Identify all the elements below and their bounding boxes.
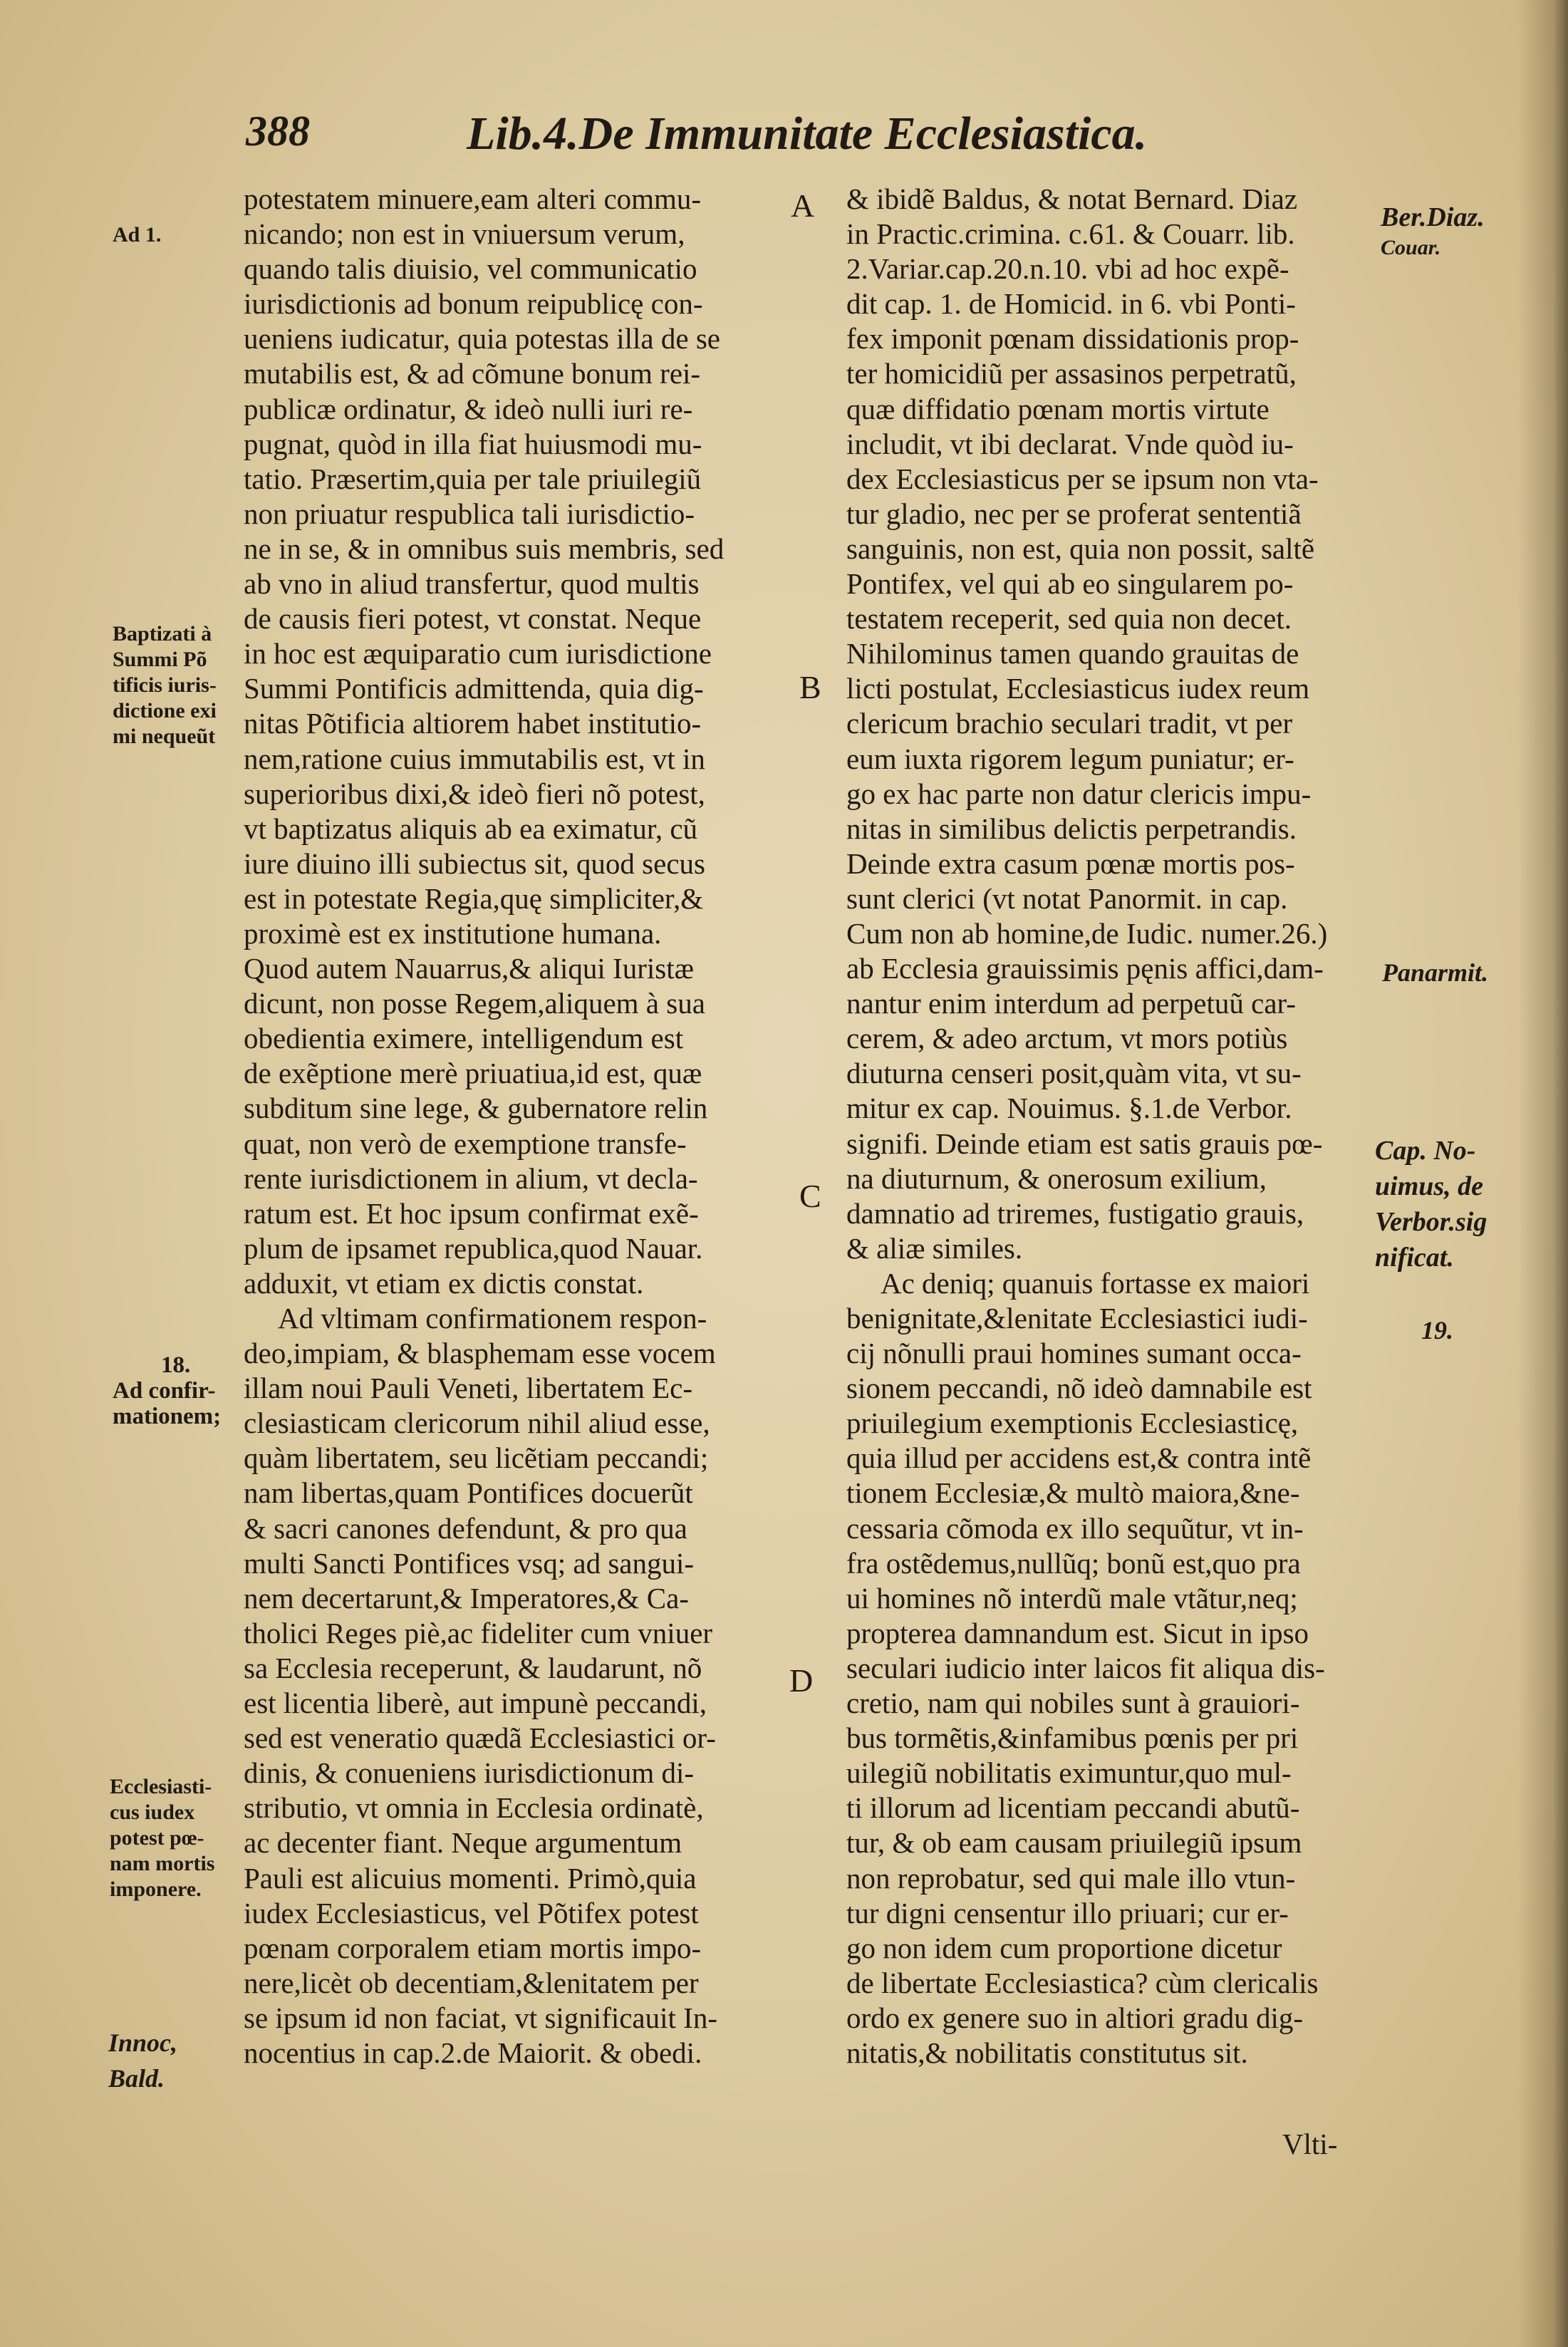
text-line: illam noui Pauli Veneti, libertatem Ec- bbox=[244, 1372, 693, 1405]
text-line: Quod autem Nauarrus,& aliqui Iuristæ bbox=[244, 952, 694, 985]
text-line: nitatis,& nobilitatis constitutus sit. bbox=[846, 2036, 1248, 2069]
text-line: & aliæ similes. bbox=[846, 1231, 1023, 1265]
text-line: pugnat, quòd in illa fiat huiusmodi mu- bbox=[244, 427, 702, 460]
right-text-column bbox=[846, 182, 1395, 2071]
text-line: clesiasticam clericorum nihil aliud esse, bbox=[244, 1406, 710, 1440]
left-text-column bbox=[244, 182, 779, 2071]
text-line: ter homicidiũ per assasinos perpetratũ, bbox=[846, 357, 1297, 390]
margin-note-innoc-bald: Innoc, Bald. bbox=[108, 2029, 178, 2093]
text-line: Summi Pontificis admittenda, quia dig- bbox=[244, 672, 704, 705]
text-line: & ibidẽ Baldus, & notat Bernard. Diaz bbox=[846, 182, 1298, 215]
text-line: pœnam corporalem etiam mortis impo- bbox=[244, 1931, 702, 1964]
text-line: signifi. Deinde etiam est satis grauis pœ- bbox=[846, 1126, 1323, 1160]
text-line: de causis fieri potest, vt constat. Neque bbox=[244, 602, 702, 636]
text-line: Cum non ab homine,de Iudic. numer.26.) bbox=[846, 916, 1328, 950]
text-line: nicando; non est in vniuersum verum, bbox=[244, 217, 685, 251]
text-line: nere,licèt ob decentiam,&lenitatem per bbox=[244, 1966, 699, 1999]
margin-note-ber-diaz: Ber.Diaz. Couar. bbox=[1381, 202, 1485, 259]
text-line: & sacri canones defendunt, & pro qua bbox=[244, 1511, 687, 1545]
running-title: Lib.4.De Immunitate Ecclesiastica. bbox=[467, 108, 1148, 160]
text-line: Ad vltimam confirmationem respon- bbox=[278, 1302, 707, 1335]
text-line: clericum brachio seculari tradit, vt per bbox=[846, 707, 1293, 740]
text-line: testatem receperit, sed quia non decet. bbox=[846, 602, 1292, 636]
section-letter-b: B bbox=[799, 669, 821, 705]
text-line: tur gladio, nec per se proferat sententiã bbox=[846, 497, 1302, 530]
text-line: seculari iudicio inter laicos fit aliqua dis- bbox=[846, 1651, 1325, 1684]
text-line: mutabilis est, & ad cõmune bonum rei- bbox=[244, 357, 701, 390]
text-line: propterea damnandum est. Sicut in ipso bbox=[846, 1616, 1309, 1649]
margin-note-cap-nouimus: Cap. No- uimus, de Verbor.sig nificat. bbox=[1375, 1136, 1487, 1273]
text-line: cretio, nam qui nobiles sunt à grauiori- bbox=[846, 1687, 1300, 1720]
text-line: est licentia liberè, aut impunè peccandi, bbox=[244, 1687, 707, 1720]
text-line: eum iuxta rigorem legum puniatur; er- bbox=[846, 742, 1294, 775]
text-line: ui homines nõ interdũ male vtãtur,neq; bbox=[846, 1581, 1298, 1615]
text-line: benignitate,&lenitate Ecclesiastici iudi- bbox=[846, 1302, 1308, 1335]
page-number: 388 bbox=[246, 108, 310, 155]
section-letter-c: C bbox=[799, 1178, 821, 1214]
text-line: fex imponit pœnam dissidationis prop- bbox=[846, 322, 1299, 356]
text-line: Ac deniq; quanuis fortasse ex maiori bbox=[881, 1266, 1310, 1300]
text-line: cij nõnulli praui homines sumant occa- bbox=[846, 1337, 1302, 1370]
text-line: cerem, & adeo arctum, vt mors potiùs bbox=[846, 1022, 1288, 1055]
text-line: sionem peccandi, nõ ideò damnabile est bbox=[846, 1372, 1312, 1405]
text-line: Nihilominus tamen quando grauitas de bbox=[846, 637, 1299, 670]
text-line: bus tormẽtis,&infamibus pœnis per pri bbox=[846, 1721, 1299, 1755]
text-line: ne in se, & in omnibus suis membris, sed bbox=[244, 532, 725, 565]
text-line: potestatem minuere,eam alteri commu- bbox=[244, 182, 702, 215]
text-line: uilegiũ nobilitatis eximuntur,quo mul- bbox=[846, 1756, 1292, 1790]
text-line: publicæ ordinatur, & ideò nulli iuri re- bbox=[244, 392, 693, 425]
text-line: nam libertas,quam Pontifices docuerũt bbox=[244, 1476, 693, 1510]
text-line: dex Ecclesiasticus per se ipsum non vta- bbox=[846, 462, 1319, 495]
text-line: Pontifex, vel qui ab eo singularem po- bbox=[846, 567, 1294, 601]
text-line: 2.Variar.cap.20.n.10. vbi ad hoc expẽ- bbox=[846, 252, 1289, 286]
text-line: iudex Ecclesiasticus, vel Põtifex potest bbox=[244, 1896, 699, 1929]
text-line: nitas Põtificia altiorem habet institutio- bbox=[244, 707, 702, 740]
text-line: multi Sancti Pontifices vsq; ad sangui- bbox=[244, 1546, 695, 1580]
text-line: diuturna censeri posit,quàm vita, vt su- bbox=[846, 1057, 1302, 1090]
text-line: ratum est. Et hoc ipsum confirmat exẽ- bbox=[244, 1196, 699, 1230]
text-line: go ex hac parte non datur clericis impu- bbox=[846, 777, 1312, 810]
text-line: quæ diffidatio pœnam mortis virtute bbox=[846, 392, 1270, 425]
text-line: nem,ratione cuius immutabilis est, vt in bbox=[244, 742, 705, 775]
text-line: nantur enim interdum ad perpetuũ car- bbox=[846, 987, 1297, 1020]
text-line: Deinde extra casum pœnæ mortis pos- bbox=[846, 846, 1295, 880]
text-line: tionem Ecclesiæ,& multò maiora,&ne- bbox=[846, 1476, 1300, 1510]
text-line: priuilegium exemptionis Ecclesiasticę, bbox=[846, 1406, 1299, 1440]
text-line: ueniens iudicatur, quia potestas illa de se bbox=[244, 322, 720, 356]
text-line: in hoc est æquiparatio cum iurisdictione bbox=[244, 637, 712, 670]
section-letter-d: D bbox=[789, 1662, 814, 1699]
text-line: de exẽptione merè priuatiua,id est, quæ bbox=[244, 1057, 702, 1090]
text-line: rente iurisdictionem in alium, vt decla- bbox=[244, 1161, 698, 1195]
text-line: cessaria cõmoda ex illo sequũtur, vt in- bbox=[846, 1511, 1304, 1545]
text-line: fra ostẽdemus,nullũq; bonũ est,quo pra bbox=[846, 1546, 1301, 1580]
text-line: damnatio ad triremes, fustigatio grauis, bbox=[846, 1196, 1304, 1230]
text-line: includit, vt ibi declarat. Vnde quòd iu- bbox=[846, 427, 1294, 460]
text-line: dit cap. 1. de Homicid. in 6. vbi Ponti- bbox=[846, 287, 1296, 321]
text-line: proximè est ex institutione humana. bbox=[244, 916, 662, 950]
margin-note-panarmit: Panarmit. bbox=[1382, 958, 1489, 987]
text-line: quia illud per accidens est,& contra intẽ bbox=[846, 1441, 1312, 1475]
text-line: licti postulat, Ecclesiasticus iudex reum bbox=[846, 672, 1310, 705]
text-line: go non idem cum proportione dicetur bbox=[846, 1931, 1282, 1964]
text-line: na diuturnum, & onerosum exilium, bbox=[846, 1161, 1267, 1195]
text-line: quàm libertatem, seu licẽtiam peccandi; bbox=[244, 1441, 709, 1475]
text-line: nocentius in cap.2.de Maiorit. & obedi. bbox=[244, 2036, 702, 2069]
text-line: in Practic.crimina. c.61. & Couarr. lib. bbox=[846, 217, 1295, 251]
text-line: tatio. Præsertim,quia per tale priuilegiũ bbox=[244, 462, 702, 495]
text-line: de libertate Ecclesiastica? cùm clericalis bbox=[846, 1966, 1319, 1999]
text-line: non priuatur respublica tali iurisdictio- bbox=[244, 497, 695, 530]
text-line: superioribus dixi,& ideò fieri nõ potest, bbox=[244, 777, 705, 810]
margin-note-baptizati: Baptizati à Summi Põ tificis iuris- dictione exi mi nequeũt bbox=[113, 622, 217, 748]
text-line: tholici Reges piè,ac fideliter cum vniuer bbox=[244, 1616, 713, 1649]
text-line: ti illorum ad licentiam peccandi abutũ- bbox=[846, 1791, 1300, 1825]
text-line: Pauli est alicuius momenti. Primò,quia bbox=[244, 1861, 697, 1895]
text-line: tur, & ob eam causam priuilegiũ ipsum bbox=[846, 1826, 1302, 1860]
text-line: mitur ex cap. Nouimus. §.1.de Verbor. bbox=[846, 1092, 1292, 1125]
text-line: non reprobatur, sed qui male illo vtun- bbox=[846, 1861, 1296, 1895]
margin-note-ad-confirmationem: 18. Ad confir- mationem; bbox=[113, 1352, 222, 1429]
text-line: stributio, vt omnia in Ecclesia ordinatè, bbox=[244, 1791, 704, 1825]
text-line: ac decenter fiant. Neque argumentum bbox=[244, 1826, 682, 1860]
text-line: adduxit, vt etiam ex dictis constat. bbox=[244, 1266, 644, 1300]
text-line: deo,impiam, & blasphemam esse vocem bbox=[244, 1337, 716, 1370]
text-line: quat, non verò de exemptione transfe- bbox=[244, 1126, 687, 1160]
text-line: ordo ex genere suo in altiori gradu dig- bbox=[846, 2001, 1304, 2034]
text-line: tur digni censentur illo priuari; cur er- bbox=[846, 1896, 1289, 1929]
margin-note-19: 19. bbox=[1421, 1316, 1453, 1345]
text-line: subditum sine lege, & gubernatore relin bbox=[244, 1092, 708, 1125]
text-line: sa Ecclesia receperunt, & laudarunt, nõ bbox=[244, 1651, 702, 1684]
text-line: obedientia eximere, intelligendum est bbox=[244, 1022, 684, 1055]
text-line: vt baptizatus aliquis ab ea eximatur, cũ bbox=[244, 812, 698, 845]
page-header bbox=[246, 107, 1172, 171]
section-letter-a: A bbox=[791, 187, 815, 224]
catchword: Vlti- bbox=[1282, 2128, 1338, 2160]
margin-note-ecclesiasticus-iudex: Ecclesiasti- cus iudex potest pœ- nam mortis imponere. bbox=[110, 1775, 215, 1901]
margin-note-ad-1: Ad 1. bbox=[113, 223, 162, 247]
text-line: plum de ipsamet republica,quod Nauar. bbox=[244, 1231, 703, 1265]
text-line: nitas in similibus delictis perpetrandis. bbox=[846, 812, 1297, 845]
text-line: ab vno in aliud transfertur, quod multis bbox=[244, 567, 700, 601]
text-line: dicunt, non posse Regem,aliquem à sua bbox=[244, 987, 705, 1020]
text-line: ab Ecclesia grauissimis pęnis affici,dam- bbox=[846, 952, 1324, 985]
text-line: iure diuino illi subiectus sit, quod secus bbox=[244, 846, 705, 880]
text-line: sed est veneratio quædã Ecclesiastici or- bbox=[244, 1721, 716, 1755]
page-edge-shadow bbox=[1518, 0, 1568, 2347]
text-line: dinis, & conueniens iurisdictionum di- bbox=[244, 1756, 695, 1790]
text-line: iurisdictionis ad bonum reipublicę con- bbox=[244, 287, 703, 321]
text-line: sunt clerici (vt notat Panormit. in cap. bbox=[846, 881, 1288, 915]
text-line: nem decertarunt,& Imperatores,& Ca- bbox=[244, 1581, 689, 1615]
text-line: quando talis diuisio, vel communicatio bbox=[244, 252, 697, 286]
text-line: est in potestate Regia,quę simpliciter,& bbox=[244, 881, 704, 915]
text-line: se ipsum id non faciat, vt significauit In- bbox=[244, 2001, 717, 2034]
text-line: sanguinis, non est, quia non possit, saltẽ bbox=[846, 532, 1315, 565]
